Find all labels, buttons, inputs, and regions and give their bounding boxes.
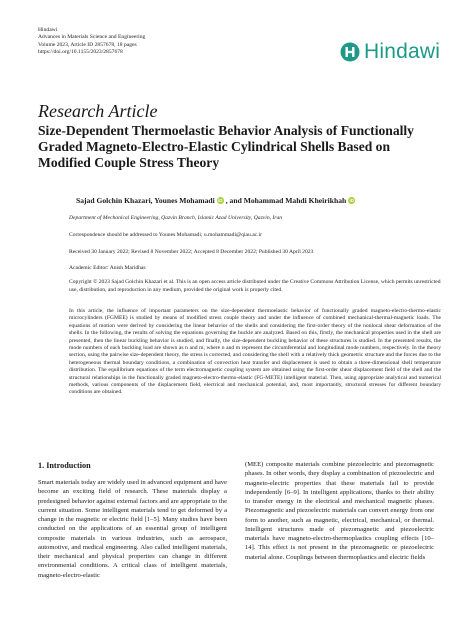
abstract: In this article, the influence of important parameters on the size-dependent thermoelastic behavior of functionally graded magneto-electro-thermo-elastic microcylinders (FGMEE) is studied by means of modified stress couple theory and under the influence of combined mechanical-thermal-magnetic loads. The equations of motion were derived by considering the linear behavior of the shells and considering the first-order theory of the nonlocal shear deformation of the shells. In the following, the results of solving the equations governing the buckle are analyzed. Based on this, firstly, the mechanical properties used in the shell are presented, then the linear buckling behavior is studied, and finally, the size-dependent buckling behavior of these structures is studied. In the presented results, the mode numbers of each buckling load are shown as n and m, where n and m represent the circumferential and longitudinal mode numbers, respectively. In the theory section, using the pairwise size-dependent theory, the stress is corrected, and considering the shell with a relatively thick geometric structure and the forces due to the heterogeneous thermal boundary conditions, a combination of convection heat transfer and displacement is used to obtain a three-dimensional shell temperature distribution. The equilibrium equations of the term electromagnetic coupling system are obtained using the first-order shear displacement field of the shell and the structural relationships in the functionally graded magneto-electro-thermo-elastic (FG-METE) intelligent material. Then, using appropriate analytical and numerical methods, various components of the displacement field, electrical and mechanical potential, and, most importantly, structural stresses for different boundary conditions are obtained. xyxy=(69,308,441,396)
publication-dates: Received 30 January 2022; Revised 8 November 2022; Accepted 8 December 2022; Published 30 April 2023 xyxy=(69,249,314,255)
academic-editor: Academic Editor: Anish Maridhas xyxy=(69,265,146,271)
logo-wordmark: Hindawi xyxy=(364,40,441,63)
journal-name: Advances in Materials Science and Engineering xyxy=(38,34,146,41)
body-column-right: (MEE) composite materials combine piezoelectric and piezomagnetic phases. In other words, they display a combination of piezoelectric and magneto-electric properties that these materials fail to provide independently [6–9]. In intelligent applications, thanks to their ability to transfer energy in the electrical and mechanical magnetic phases. Piezomagnetic and piezoelectric materials can convert energy from one form to another, such as magnetic, electrical, mechanical, or thermal. Intelligent structures made of piezomagnetic and piezoelectric materials have magneto-electro-thermoplastics coupling effects [10–14]. This effect is not present in the piezomagnetic or piezoelectric material alone. Couplings between thermoplastics and electric fields xyxy=(245,461,434,561)
hindawi-logo[interactable] xyxy=(340,40,440,64)
paper-title: Size-Dependent Thermoelastic Behavior Analysis of Functionally Graded Magneto-Electro-Elastic Cylindrical Shells Based on Modified Couple Stress Theory xyxy=(38,123,414,171)
affiliation: Department of Mechanical Engineering, Qazvin Branch, Islamic Azad University, Qazvin, Iran xyxy=(69,215,283,221)
orcid-icon[interactable]: iD xyxy=(349,198,354,203)
author-names-2: , and Mohammad Mahdi Kheirikhah xyxy=(225,196,347,205)
hindawi-logo-icon xyxy=(340,42,360,62)
orcid-icon[interactable]: iD xyxy=(218,198,223,203)
journal-header xyxy=(38,27,145,57)
author-names-1: Sajad Golchin Khazari, Younes Mohamadi xyxy=(76,196,215,205)
volume-info: Volume 2023, Article ID 2857678, 18 pages xyxy=(38,41,137,48)
article-type: Research Article xyxy=(38,101,158,121)
author-list xyxy=(76,196,357,205)
section-heading-introduction: 1. Introduction xyxy=(38,461,91,470)
body-column-left: Smart materials today are widely used in advanced equipment and have become an exciting field of research. These materials display a predesigned behavior against external factors and are appropriate to the current situation. Some intelligent materials tend to get deformed by a change in the magnetic or electric field [1–5]. Many studies have been conducted on the applications of an essential group of intelligent composite materials in various industries, such as aerospace, automotive, and medical engineering. Also called intelligent materials, their mechanical and physical properties can change in different environmental conditions. A critical class of intelligent materials, magneto-electro-elastic xyxy=(38,479,227,579)
copyright-notice: Copyright © 2023 Sajad Golchin Khazari et al. This is an open access article distributed under the Creative Commons Attribution License, which permits unrestricted use, distribution, and reproduction in any medium, provided the original work is properly cited. xyxy=(69,279,441,293)
correspondence: Correspondence should be addressed to Younes Mohamadi; u.mohammadi@qiau.ac.ir xyxy=(69,232,262,238)
doi-link[interactable]: https://doi.org/10.1155/2023/2857678 xyxy=(38,49,123,56)
publisher-name: Hindawi xyxy=(38,27,58,33)
